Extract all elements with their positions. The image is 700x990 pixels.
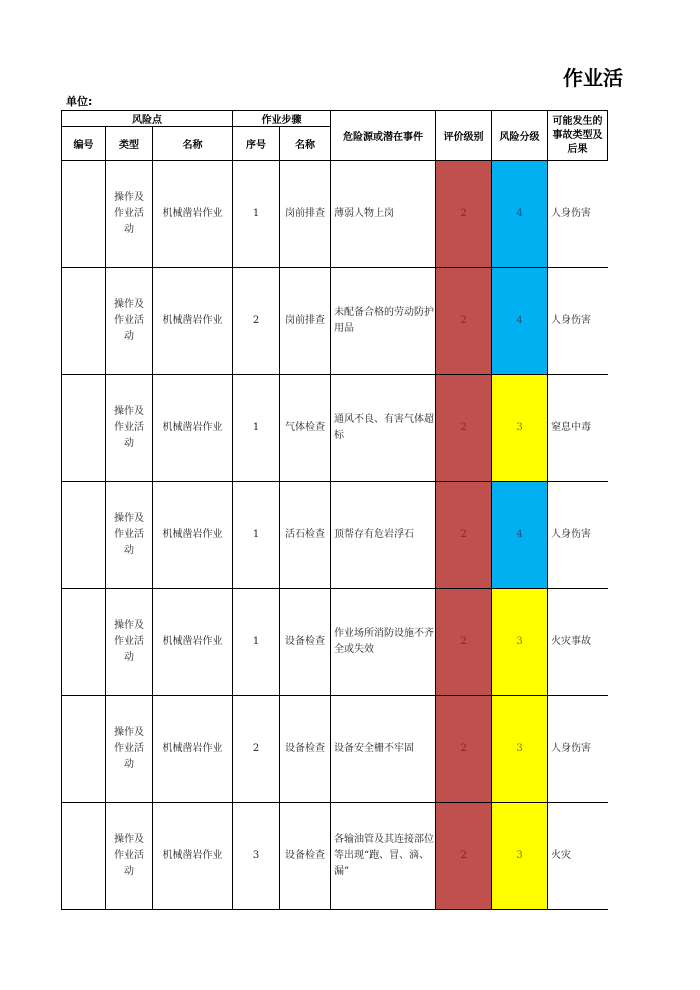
cell-number: [62, 482, 106, 589]
header-eval-level: 评价级别: [436, 111, 492, 161]
cell-name: 机械凿岩作业: [153, 375, 233, 482]
cell-consequence: 人身伤害: [548, 161, 608, 268]
cell-step: 岗前排查: [280, 268, 331, 375]
cell-type: 操作及作业活动: [106, 589, 153, 696]
cell-number: [62, 161, 106, 268]
cell-name: 机械凿岩作业: [153, 589, 233, 696]
cell-seq: 2: [233, 268, 280, 375]
cell-hazard: 顶帮存有危岩浮石: [331, 482, 436, 589]
cell-step: 活石检查: [280, 482, 331, 589]
header-hazard: 危险源或潜在事件: [331, 111, 436, 161]
cell-eval-level: 2: [436, 482, 492, 589]
cell-hazard: 作业场所消防设施不齐全或失效: [331, 589, 436, 696]
cell-step: 气体检查: [280, 375, 331, 482]
cell-eval-level: 2: [436, 589, 492, 696]
cell-risk-grade: 3: [492, 589, 548, 696]
cell-risk-grade: 3: [492, 696, 548, 803]
table-row: [62, 803, 608, 910]
unit-label: 单位:: [66, 95, 93, 108]
cell-number: [62, 803, 106, 910]
page-title: 作业活: [563, 66, 623, 90]
cell-seq: 3: [233, 803, 280, 910]
header-name: 名称: [153, 127, 233, 161]
cell-consequence: 火灾: [548, 803, 608, 910]
cell-number: [62, 268, 106, 375]
cell-step: 岗前排查: [280, 161, 331, 268]
cell-eval-level: 2: [436, 268, 492, 375]
cell-type: 操作及作业活动: [106, 803, 153, 910]
cell-eval-level: 2: [436, 375, 492, 482]
header-risk-grade: 风险分级: [492, 111, 548, 161]
cell-step: 设备检查: [280, 803, 331, 910]
cell-consequence: 窒息中毒: [548, 375, 608, 482]
cell-hazard: 未配备合格的劳动防护用品: [331, 268, 436, 375]
cell-step: 设备检查: [280, 696, 331, 803]
cell-seq: 2: [233, 696, 280, 803]
header-risk-point: 风险点: [62, 111, 233, 127]
cell-risk-grade: 4: [492, 482, 548, 589]
table-row: [62, 589, 608, 696]
cell-risk-grade: 4: [492, 161, 548, 268]
header-step-name: 名称: [280, 127, 331, 161]
header-number: 编号: [62, 127, 106, 161]
cell-type: 操作及作业活动: [106, 696, 153, 803]
cell-risk-grade: 3: [492, 803, 548, 910]
cell-name: 机械凿岩作业: [153, 482, 233, 589]
cell-consequence: 人身伤害: [548, 696, 608, 803]
cell-eval-level: 2: [436, 161, 492, 268]
cell-seq: 1: [233, 482, 280, 589]
header-type: 类型: [106, 127, 153, 161]
table-row: [62, 161, 608, 268]
header-consequence: 可能发生的事故类型及后果: [548, 111, 608, 161]
cell-seq: 1: [233, 161, 280, 268]
cell-hazard: 各输油管及其连接部位等出现“跑、冒、滴、漏”: [331, 803, 436, 910]
cell-hazard: 薄弱人物上岗: [331, 161, 436, 268]
cell-step: 设备检查: [280, 589, 331, 696]
header-seq: 序号: [233, 127, 280, 161]
cell-eval-level: 2: [436, 696, 492, 803]
cell-eval-level: 2: [436, 803, 492, 910]
cell-type: 操作及作业活动: [106, 482, 153, 589]
cell-consequence: 人身伤害: [548, 482, 608, 589]
cell-risk-grade: 3: [492, 375, 548, 482]
cell-consequence: 火灾事故: [548, 589, 608, 696]
cell-consequence: 人身伤害: [548, 268, 608, 375]
cell-name: 机械凿岩作业: [153, 161, 233, 268]
table-row: [62, 268, 608, 375]
cell-seq: 1: [233, 375, 280, 482]
cell-type: 操作及作业活动: [106, 375, 153, 482]
cell-number: [62, 589, 106, 696]
cell-number: [62, 696, 106, 803]
header-steps: 作业步骤: [233, 111, 331, 127]
cell-name: 机械凿岩作业: [153, 803, 233, 910]
cell-seq: 1: [233, 589, 280, 696]
cell-name: 机械凿岩作业: [153, 696, 233, 803]
cell-hazard: 设备安全栅不牢固: [331, 696, 436, 803]
cell-type: 操作及作业活动: [106, 268, 153, 375]
cell-name: 机械凿岩作业: [153, 268, 233, 375]
risk-table: [61, 110, 608, 910]
table-row: [62, 375, 608, 482]
cell-hazard: 通风不良、有害气体超标: [331, 375, 436, 482]
table-row: [62, 482, 608, 589]
table-row: [62, 696, 608, 803]
cell-risk-grade: 4: [492, 268, 548, 375]
cell-type: 操作及作业活动: [106, 161, 153, 268]
cell-number: [62, 375, 106, 482]
